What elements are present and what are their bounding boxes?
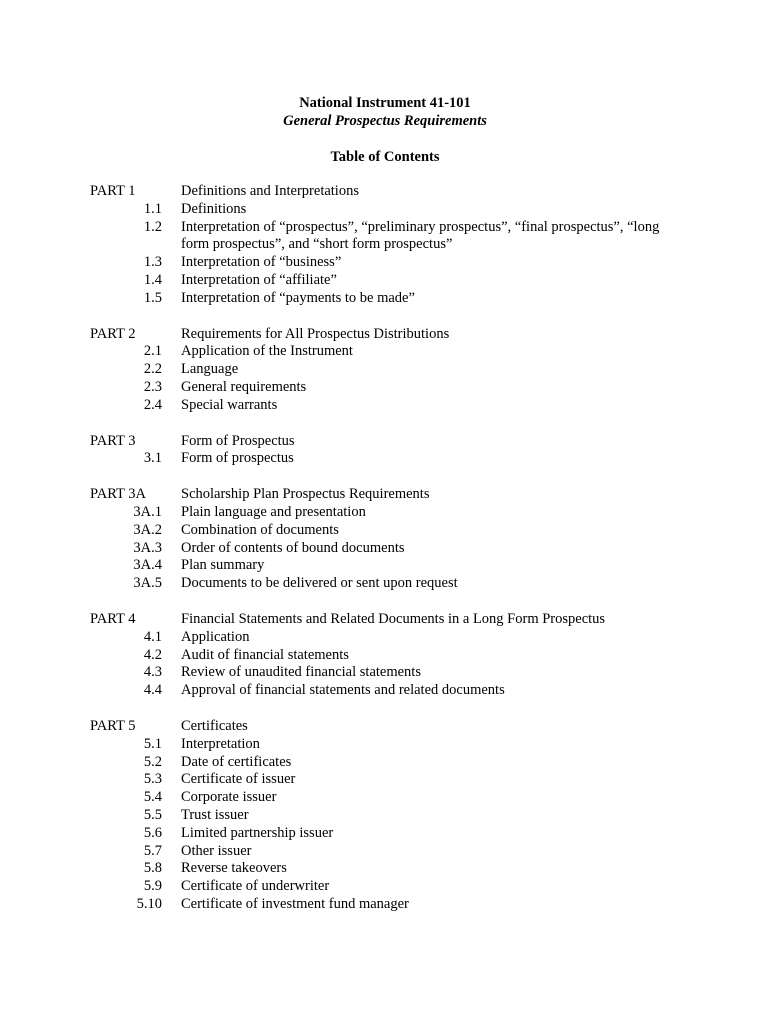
toc-section-title: Application xyxy=(181,628,250,645)
toc-section-entry xyxy=(0,219,770,255)
toc-part-number: PART 3 xyxy=(90,432,136,449)
toc-part-number: PART 5 xyxy=(90,717,136,734)
toc-section-title: Reverse takeovers xyxy=(181,860,287,877)
toc-part-title: Requirements for All Prospectus Distributions xyxy=(181,325,450,342)
toc-section-number: 3A.5 xyxy=(133,575,162,592)
toc-section-entry xyxy=(0,664,770,682)
toc-section-entry xyxy=(0,557,770,575)
toc-section-title: Certificate of issuer xyxy=(181,771,296,788)
toc-section-title: Language xyxy=(181,361,239,378)
toc-section-entry xyxy=(0,771,770,789)
toc-part-heading xyxy=(0,326,770,344)
toc-section-number: 2.1 xyxy=(143,343,162,360)
toc-heading: Table of Contents xyxy=(330,149,440,165)
toc-section-title: Interpretation of “payments to be made” xyxy=(181,289,415,306)
toc-section-title: Combination of documents xyxy=(181,521,339,538)
toc-section-entry xyxy=(0,860,770,878)
toc-section-number: 2.3 xyxy=(143,378,162,395)
toc-section-number: 5.5 xyxy=(143,806,162,823)
toc-section-number: 5.7 xyxy=(143,842,162,859)
toc-section-entry xyxy=(0,522,770,540)
toc-section-entry xyxy=(0,361,770,379)
toc-section-title: Limited partnership issuer xyxy=(181,824,334,841)
toc-section-number: 3.1 xyxy=(143,450,162,467)
toc-section-number: 1.1 xyxy=(143,200,162,217)
toc-section-number: 5.9 xyxy=(143,878,162,895)
toc-section-title: Documents to be delivered or sent upon request xyxy=(181,575,458,592)
toc-part-heading xyxy=(0,183,770,201)
toc-section-number: 3A.3 xyxy=(133,539,162,556)
toc-section-number: 4.4 xyxy=(143,682,162,699)
toc-section-entry xyxy=(0,450,770,468)
toc-section-entry xyxy=(0,540,770,558)
toc-section-number: 2.4 xyxy=(143,396,162,413)
toc-part-number: PART 2 xyxy=(90,325,136,342)
toc-part xyxy=(0,433,770,469)
toc-part-number: PART 4 xyxy=(90,610,136,627)
toc-section-number: 5.10 xyxy=(136,895,162,912)
toc-section-entry xyxy=(0,647,770,665)
toc-section-number: 1.2 xyxy=(143,218,162,235)
toc-section-number: 3A.4 xyxy=(133,557,162,574)
toc-section-entry xyxy=(0,343,770,361)
toc-section-title: Audit of financial statements xyxy=(181,646,349,663)
toc-section-entry xyxy=(0,896,770,914)
toc-part xyxy=(0,326,770,415)
toc-section-number: 2.2 xyxy=(143,361,162,378)
toc-part-title: Scholarship Plan Prospectus Requirements xyxy=(181,486,430,503)
toc-section-entry xyxy=(0,575,770,593)
toc-section-number: 5.1 xyxy=(143,735,162,752)
toc-section-title: Plain language and presentation xyxy=(181,503,366,520)
toc-part xyxy=(0,611,770,700)
toc-section-number: 5.4 xyxy=(143,789,162,806)
toc-section-number: 4.1 xyxy=(143,628,162,645)
toc-part-title: Form of Prospectus xyxy=(181,432,295,449)
toc-section-number: 3A.1 xyxy=(133,503,162,520)
toc-part-heading xyxy=(0,433,770,451)
toc-section-entry xyxy=(0,379,770,397)
toc-section-entry xyxy=(0,397,770,415)
toc-section-number: 4.2 xyxy=(143,646,162,663)
toc-section-title: Approval of financial statements and related documents xyxy=(181,682,505,699)
toc-section-title: Certificate of investment fund manager xyxy=(181,895,409,912)
toc-section-entry xyxy=(0,736,770,754)
toc-section-title: Special warrants xyxy=(181,396,278,413)
toc-section-title: Form of prospectus xyxy=(181,450,294,467)
toc-section-title: General requirements xyxy=(181,378,307,395)
toc-section-entry xyxy=(0,272,770,290)
document-title: National Instrument 41-101 xyxy=(299,95,471,111)
toc-section-entry xyxy=(0,789,770,807)
toc-section-title: Interpretation of “affiliate” xyxy=(181,271,337,288)
toc-part-heading xyxy=(0,718,770,736)
toc-section-number: 5.6 xyxy=(143,824,162,841)
toc-section-entry xyxy=(0,254,770,272)
toc-part-number: PART 3A xyxy=(90,486,146,503)
toc-section-entry xyxy=(0,504,770,522)
toc-section-title: Definitions xyxy=(181,200,247,217)
toc-section-title: Other issuer xyxy=(181,842,252,859)
toc-section-title: Trust issuer xyxy=(181,806,249,823)
toc-section-title: Interpretation of “business” xyxy=(181,254,342,271)
toc-section-title: Plan summary xyxy=(181,557,265,574)
toc-section-entry xyxy=(0,629,770,647)
toc-part-title: Certificates xyxy=(181,717,248,734)
toc-part xyxy=(0,486,770,593)
toc-part-title: Definitions and Interpretations xyxy=(181,183,359,199)
toc-section-entry xyxy=(0,290,770,308)
toc-section-title: Order of contents of bound documents xyxy=(181,539,405,556)
toc-section-entry xyxy=(0,807,770,825)
toc-part-heading xyxy=(0,611,770,629)
toc-section-number: 5.2 xyxy=(143,753,162,770)
toc-section-entry xyxy=(0,754,770,772)
toc-section-entry xyxy=(0,843,770,861)
toc-part xyxy=(0,183,770,308)
toc-section-title: Application of the Instrument xyxy=(181,343,353,360)
toc-section-title: Certificate of underwriter xyxy=(181,878,330,895)
toc-part xyxy=(0,718,770,914)
toc-section-entry xyxy=(0,878,770,896)
toc-section-number: 5.3 xyxy=(143,771,162,788)
toc-section-entry xyxy=(0,682,770,700)
toc-section-number: 5.8 xyxy=(143,860,162,877)
toc-part-heading xyxy=(0,486,770,504)
toc-section-title: Interpretation xyxy=(181,735,260,752)
toc-section-number: 1.4 xyxy=(143,271,162,288)
toc-section-number: 3A.2 xyxy=(133,521,162,538)
toc-section-title: Review of unaudited financial statements xyxy=(181,664,421,681)
toc-section-title: Corporate issuer xyxy=(181,789,277,806)
toc-section-title: Date of certificates xyxy=(181,753,292,770)
toc-part-title: Financial Statements and Related Documents in a Long Form Prospectus xyxy=(181,610,606,627)
toc-section-entry xyxy=(0,201,770,219)
toc-section-number: 4.3 xyxy=(143,664,162,681)
toc-section-title: Interpretation of “prospectus”, “preliminary prospectus”, “final prospectus”, “long form prospectus”, and “short form prospectus” xyxy=(181,218,660,253)
toc-section-number: 1.3 xyxy=(143,254,162,271)
toc-part-number: PART 1 xyxy=(90,183,136,199)
toc-section-number: 1.5 xyxy=(143,289,162,306)
table-of-contents xyxy=(0,183,770,932)
toc-section-entry xyxy=(0,825,770,843)
document-subtitle: General Prospectus Requirements xyxy=(283,113,487,129)
